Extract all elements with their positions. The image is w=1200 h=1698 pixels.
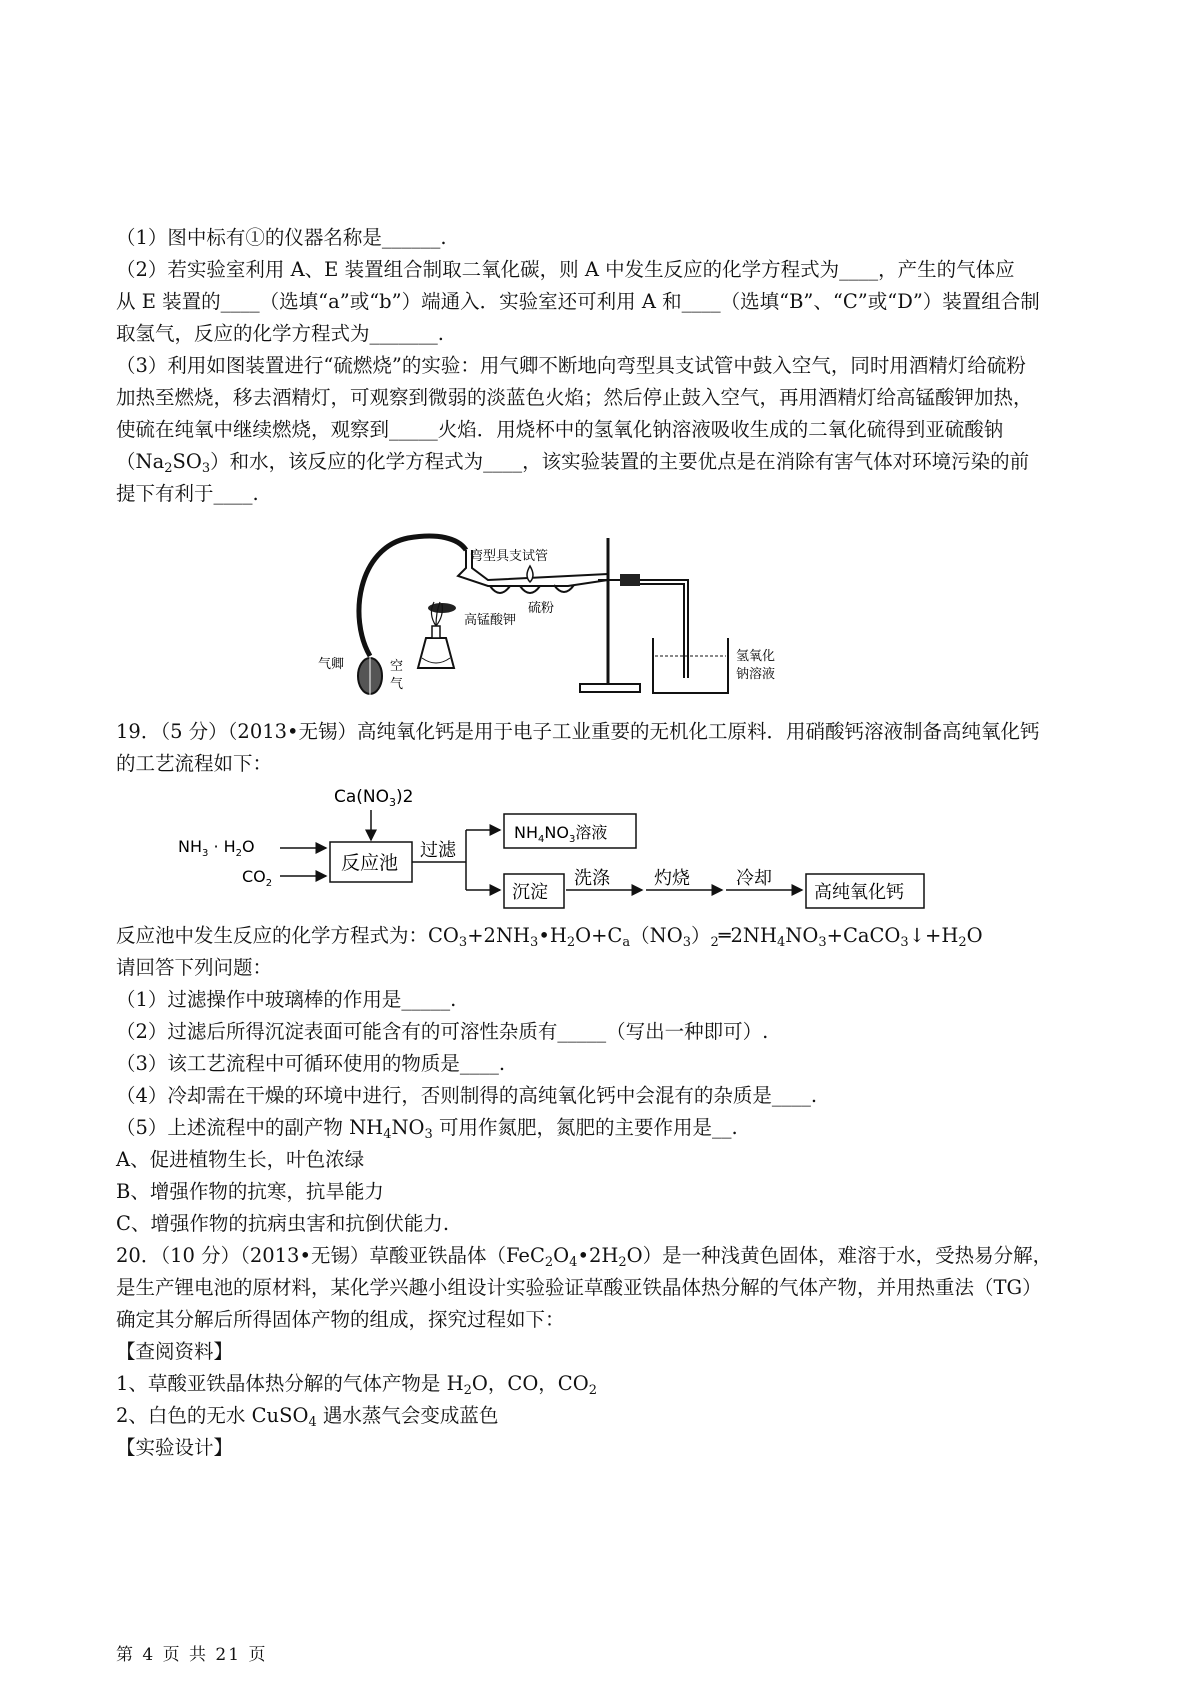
label-naoh-1: 氢氧化 <box>736 649 776 664</box>
q19-sub-4: （4）冷却需在干燥的环境中进行，否则制得的高纯氧化钙中会混有的杂质是____. <box>116 1084 818 1107</box>
q18-line-5: （3）利用如图装置进行“硫燃烧”的实验：用气卿不断地向弯型具支试管中鼓入空气，同时用酒精灯给硫粉 <box>116 354 1026 377</box>
q20-head-2: 是生产锂电池的原材料，某化学兴趣小组设计实验验证草酸亚铁晶体热分解的气体产物，并用热重法（TG） <box>116 1276 1042 1299</box>
label-naoh-2: 钠溶液 <box>736 667 776 682</box>
q20-head-3: 确定其分解后所得固体产物的组成，探究过程如下： <box>116 1308 565 1331</box>
q19-heading <box>116 716 1096 780</box>
q18-line-3: 从 E 装置的____（选填“a”或“b”）端通入．实验室还可利用 A 和____（选填“B”、“C”或“D”）装置组合制 <box>116 290 1040 313</box>
label-air-1: 空 <box>390 659 404 674</box>
q19-head-1: 19．（5 分）（2013•无锡）高纯氧化钙是用于电子工业重要的无机化工原料．用硝酸钙溶液制备高纯氧化钙 <box>116 720 1040 743</box>
q18-line-7: 使硫在纯氧中继续燃烧，观察到_____火焰．用烧杯中的氢氧化钠溶液吸收生成的二氧化硫得到亚硫酸钠 <box>116 418 1004 441</box>
label-kmno4: 高锰酸钾 <box>464 613 517 628</box>
q19-sub-2: （2）过滤后所得沉淀表面可能含有的可溶性杂质有_____（写出一种即可）. <box>116 1020 769 1043</box>
q19-ask: 请回答下列问题： <box>116 956 273 979</box>
q19-sub-5: （5）上述流程中的副产物 $NH_4NO_3$ 可用作氮肥，氮肥的主要作用是__. <box>116 1116 738 1142</box>
label-sulfur-powder: 硫粉 <box>528 601 555 616</box>
flow-final-label: 高纯氧化钙 <box>814 882 904 903</box>
q20-section-reference: 【查阅资料】 <box>116 1340 234 1363</box>
flow-cool-label: 冷却 <box>736 868 772 889</box>
label-bent-tube: 弯型具支试管 <box>470 549 549 564</box>
label-air-2: 气 <box>390 677 404 692</box>
flow-filter-label: 过滤 <box>420 840 456 861</box>
q19-option-b: B、增强作物的抗寒，抗旱能力 <box>116 1180 384 1203</box>
q20-head-1: 20．（10 分）（2013•无锡）草酸亚铁晶体$(FeC_2O_4•2H_2O)$是一种浅黄色固体，难溶于水，受热易分解， <box>116 1244 1053 1270</box>
q18-text <box>116 222 1096 510</box>
q18-line-9: 提下有利于____. <box>116 482 259 505</box>
q20-section-design: 【实验设计】 <box>116 1436 234 1459</box>
q20-item-1: 1、草酸亚铁晶体热分解的气体产物是 $H_2O$，CO，$CO_2$ <box>116 1372 597 1398</box>
q18-line-8: $(Na_2SO_3)$和水，该反应的化学方程式为____，该实验装置的主要优点是在消除有害气体对环境污染的前 <box>116 450 1030 476</box>
q19-option-a: A、促进植物生长，叶色浓绿 <box>116 1148 365 1171</box>
q19-sub-3: （3）该工艺流程中可循环使用的物质是____. <box>116 1052 506 1075</box>
flow-nitrate-label: $NH_4NO_3$溶液 <box>514 823 608 845</box>
q19-option-c: C、增强作物的抗病虫害和抗倒伏能力. <box>116 1212 450 1235</box>
q18-line-4: 取氢气，反应的化学方程式为_______. <box>116 322 444 345</box>
label-air-bulb: 气卿 <box>318 657 345 672</box>
q19-head-2: 的工艺流程如下： <box>116 752 273 775</box>
q19-body <box>116 920 1096 1240</box>
q19-equation: 反应池中发生反应的化学方程式为：$CO_3+2NH_3•H_2O+C_a(NO_3)_2═2NH_4NO_3+CaCO_3↓+H_2O$ <box>116 924 983 950</box>
flow-input-co2: $CO_2$ <box>242 867 273 889</box>
flow-input-ammonia: $NH_3 \cdot H_2O$ <box>178 837 255 859</box>
flow-wash-label: 洗涤 <box>574 868 610 889</box>
process-flowchart <box>176 778 936 913</box>
flow-reactor-label: 反应池 <box>341 852 399 874</box>
q18-line-6: 加热至燃烧，移去酒精灯，可观察到微弱的淡蓝色火焰；然后停止鼓入空气，再用酒精灯给高锰酸钾加热， <box>116 386 1033 409</box>
sulfur-apparatus-figure <box>318 528 798 708</box>
flow-top-input: $Ca(NO_3)2$ <box>334 787 414 809</box>
page-footer: 第 4 页 共 21 页 <box>116 1645 268 1665</box>
flow-precipitate-label: 沉淀 <box>512 882 548 903</box>
q18-line-2: （2）若实验室利用 A、E 装置组合制取二氧化碳，则 A 中发生反应的化学方程式为____，产生的气体应 <box>116 258 1015 281</box>
q18-line-1: （1）图中标有①的仪器名称是______. <box>116 226 447 249</box>
flow-burn-label: 灼烧 <box>654 868 690 889</box>
q19-sub-1: （1）过滤操作中玻璃棒的作用是_____. <box>116 988 457 1011</box>
q20-text <box>116 1240 1096 1464</box>
q20-item-2: 2、白色的无水 CuSO$_4$ 遇水蒸气会变成蓝色 <box>116 1404 499 1430</box>
